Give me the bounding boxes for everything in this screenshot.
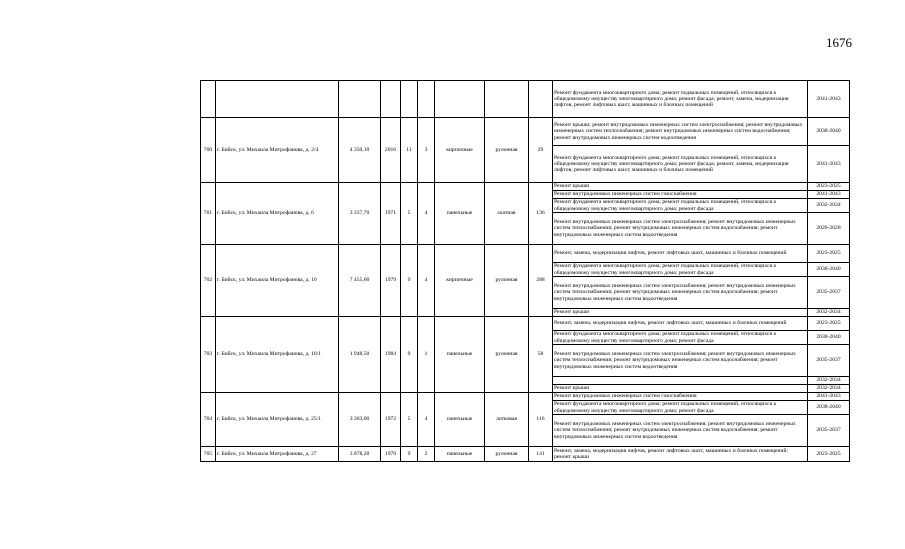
table-row xyxy=(201,118,850,146)
building-area: 3 878,20 xyxy=(339,447,381,462)
building-number: 700 xyxy=(201,118,216,183)
work-description: Ремонт фундамента многоквартирного дома; ремонт подвальных помещений, относящихся к общедомовому имуществу многоквартирного дома; ремонт фасада xyxy=(553,263,808,277)
work-description: Ремонт фундамента многоквартирного дома; ремонт подвальных помещений, относящихся к общедомовому имуществу многоквартирного дома; ремонт фасада xyxy=(553,199,808,213)
work-description: Ремонт внутридомовых инженерных систем газоснабжения xyxy=(553,191,808,199)
page-number: 1676 xyxy=(826,35,852,50)
building-roof-type: лотковая xyxy=(485,393,529,447)
building-year xyxy=(381,81,401,118)
building-entrances: 1 xyxy=(418,317,435,393)
building-residents: 58 xyxy=(529,317,553,393)
work-period: 2041-2043 xyxy=(808,393,850,401)
table-row xyxy=(201,447,850,462)
building-number: 704 xyxy=(201,393,216,447)
building-number: 702 xyxy=(201,245,216,317)
work-period: 2032-2034 xyxy=(808,309,850,317)
work-period: 2041-2043 xyxy=(808,191,850,199)
work-period: 2038-2040 xyxy=(808,263,850,277)
building-year: 2016 xyxy=(381,118,401,183)
work-period: 2023-2025 xyxy=(808,245,850,263)
building-area: 4 350,10 xyxy=(339,118,381,183)
building-address: г. Бийск, ул. Михаила Митрофанова, д. 6 xyxy=(216,183,339,245)
building-floors: 5 xyxy=(401,393,418,447)
work-period: 2023-2025 xyxy=(808,183,850,191)
work-period: 2023-2025 xyxy=(808,447,850,462)
building-area: 3 363,00 xyxy=(339,393,381,447)
building-wall-material: панельные xyxy=(435,317,485,393)
work-period: 2041-2043 xyxy=(808,146,850,183)
building-wall-material: кирпичные xyxy=(435,245,485,317)
building-roof-type: рулонная xyxy=(485,447,529,462)
building-roof-type: рулонная xyxy=(485,118,529,183)
building-residents xyxy=(529,81,553,118)
building-floors: 11 xyxy=(401,118,418,183)
work-period: 2032-2034 xyxy=(808,199,850,213)
work-description: Ремонт внутридомовых инженерных систем электроснабжения; ремонт внутридомовых инженерных систем теплоснабжения; ремонт внутридомовых инженерных систем водоснабжения; ремонт внутридомовых инженерных систем водоотведения xyxy=(553,415,808,447)
table-row xyxy=(201,393,850,401)
work-period: 2038-2040 xyxy=(808,118,850,146)
building-address xyxy=(216,81,339,118)
building-address: г. Бийск, ул. Михаила Митрофанова, д. 27 xyxy=(216,447,339,462)
building-wall-material: панельные xyxy=(435,393,485,447)
building-entrances: 2 xyxy=(418,447,435,462)
building-entrances: 4 xyxy=(418,183,435,245)
building-floors: 9 xyxy=(401,245,418,317)
work-description: Ремонт внутридомовых инженерных систем электроснабжения; ремонт внутридомовых инженерных систем теплоснабжения; ремонт внутридомовых инженерных систем водоснабжения; ремонт внутридомовых инженерных систем водоотведения xyxy=(553,345,808,377)
building-year: 1979 xyxy=(381,245,401,317)
building-address: г. Бийск, ул. Михаила Митрофанова, д. 2/4 xyxy=(216,118,339,183)
building-floors: 9 xyxy=(401,317,418,393)
building-address: г. Бийск, ул. Михаила Митрофанова, д. 10/1 xyxy=(216,317,339,393)
building-roof-type xyxy=(485,81,529,118)
building-residents: 288 xyxy=(529,245,553,317)
building-address: г. Бийск, ул. Михаила Митрофанова, д. 25/1 xyxy=(216,393,339,447)
building-roof-type: скатная xyxy=(485,183,529,245)
table-row xyxy=(201,317,850,331)
building-floors xyxy=(401,81,418,118)
work-description: Ремонт крыши xyxy=(553,183,808,191)
building-entrances: 4 xyxy=(418,245,435,317)
work-description: Ремонт фундамента многоквартирного дома; ремонт подвальных помещений, относящихся к общедомовому имуществу многоквартирного дома; ремонт фасада; ремонт, замена, модернизация лифтов, ремонт лифтовых шахт, машинных и блочных помещений xyxy=(553,146,808,183)
building-floors: 9 xyxy=(401,447,418,462)
table-row xyxy=(201,81,850,118)
repair-schedule-table xyxy=(200,80,850,462)
table-body xyxy=(201,81,850,462)
building-year: 1979 xyxy=(381,447,401,462)
work-period: 2035-2037 xyxy=(808,415,850,447)
work-period: 2038-2040 xyxy=(808,401,850,415)
table-row xyxy=(201,183,850,191)
building-year: 1984 xyxy=(381,317,401,393)
work-description: Ремонт внутридомовых инженерных систем электроснабжения; ремонт внутридомовых инженерных систем теплоснабжения; ремонт внутридомовых инженерных систем водоснабжения; ремонт внутридомовых инженерных систем водоотведения xyxy=(553,213,808,245)
work-description: Ремонт фундамента многоквартирного дома; ремонт подвальных помещений, относящихся к общедомовому имуществу многоквартирного дома; ремонт фасада; ремонт, замена, модернизация лифтов, ремонт лифтовых шахт, машинных и блочных помещений xyxy=(553,81,808,118)
work-period: 2035-2037 xyxy=(808,277,850,309)
building-roof-type: рулонная xyxy=(485,245,529,317)
building-floors: 5 xyxy=(401,183,418,245)
work-period: 2026-2028 xyxy=(808,213,850,245)
building-year: 1972 xyxy=(381,393,401,447)
building-year: 1971 xyxy=(381,183,401,245)
building-area xyxy=(339,81,381,118)
work-description: Ремонт, замена, модернизация лифтов, ремонт лифтовых шахт, машинных и блочных помещений xyxy=(553,245,808,263)
building-number: 705 xyxy=(201,447,216,462)
work-description xyxy=(553,377,808,385)
building-entrances: 4 xyxy=(418,393,435,447)
building-roof-type: рулонная xyxy=(485,317,529,393)
work-period: 2035-2037 xyxy=(808,345,850,377)
building-wall-material: кирпичные xyxy=(435,118,485,183)
building-wall-material xyxy=(435,81,485,118)
work-description: Ремонт фундамента многоквартирного дома; ремонт подвальных помещений, относящихся к общедомовому имуществу многоквартирного дома; ремонт фасада xyxy=(553,401,808,415)
work-description: Ремонт фундамента многоквартирного дома; ремонт подвальных помещений, относящихся к общедомовому имуществу многоквартирного дома; ремонт фасада xyxy=(553,331,808,345)
building-wall-material: панельные xyxy=(435,183,485,245)
building-residents: 116 xyxy=(529,393,553,447)
building-area: 3 337,70 xyxy=(339,183,381,245)
work-period: 2041-2043 xyxy=(808,81,850,118)
building-number xyxy=(201,81,216,118)
building-wall-material: панельные xyxy=(435,447,485,462)
building-address: г. Бийск, ул. Михаила Митрофанова, д. 10 xyxy=(216,245,339,317)
work-period: 2032-2034 xyxy=(808,377,850,385)
work-description: Ремонт, замена, модернизация лифтов, ремонт лифтовых шахт, машинных и блочных помещений; ремонт крыши xyxy=(553,447,808,462)
building-number: 701 xyxy=(201,183,216,245)
building-residents: 141 xyxy=(529,447,553,462)
work-description: Ремонт крыши; ремонт внутридомовых инженерных систем электроснабжения; ремонт внутридомовых инженерных систем теплоснабжения; ремонт внутридомовых инженерных систем водоснабжения; ремонт внутридомовых инженерных систем водоотведения xyxy=(553,118,808,146)
work-period: 2023-2025 xyxy=(808,317,850,331)
work-description: Ремонт крыши xyxy=(553,309,808,317)
work-description: Ремонт внутридомовых инженерных систем электроснабжения; ремонт внутридомовых инженерных систем теплоснабжения; ремонт внутридомовых инженерных систем водоснабжения; ремонт внутридомовых инженерных систем водоотведения xyxy=(553,277,808,309)
work-description: Ремонт внутридомовых инженерных систем газоснабжения xyxy=(553,393,808,401)
building-area: 7 455,60 xyxy=(339,245,381,317)
building-residents: 29 xyxy=(529,118,553,183)
building-entrances xyxy=(418,81,435,118)
building-entrances: 3 xyxy=(418,118,435,183)
building-residents: 136 xyxy=(529,183,553,245)
work-period: 2032-2034 xyxy=(808,385,850,393)
work-description: Ремонт крыши xyxy=(553,385,808,393)
table-row xyxy=(201,245,850,263)
work-period: 2038-2040 xyxy=(808,331,850,345)
work-description: Ремонт, замена, модернизация лифтов, ремонт лифтовых шахт, машинных и блочных помещений xyxy=(553,317,808,331)
building-number: 703 xyxy=(201,317,216,393)
building-area: 1 948,50 xyxy=(339,317,381,393)
